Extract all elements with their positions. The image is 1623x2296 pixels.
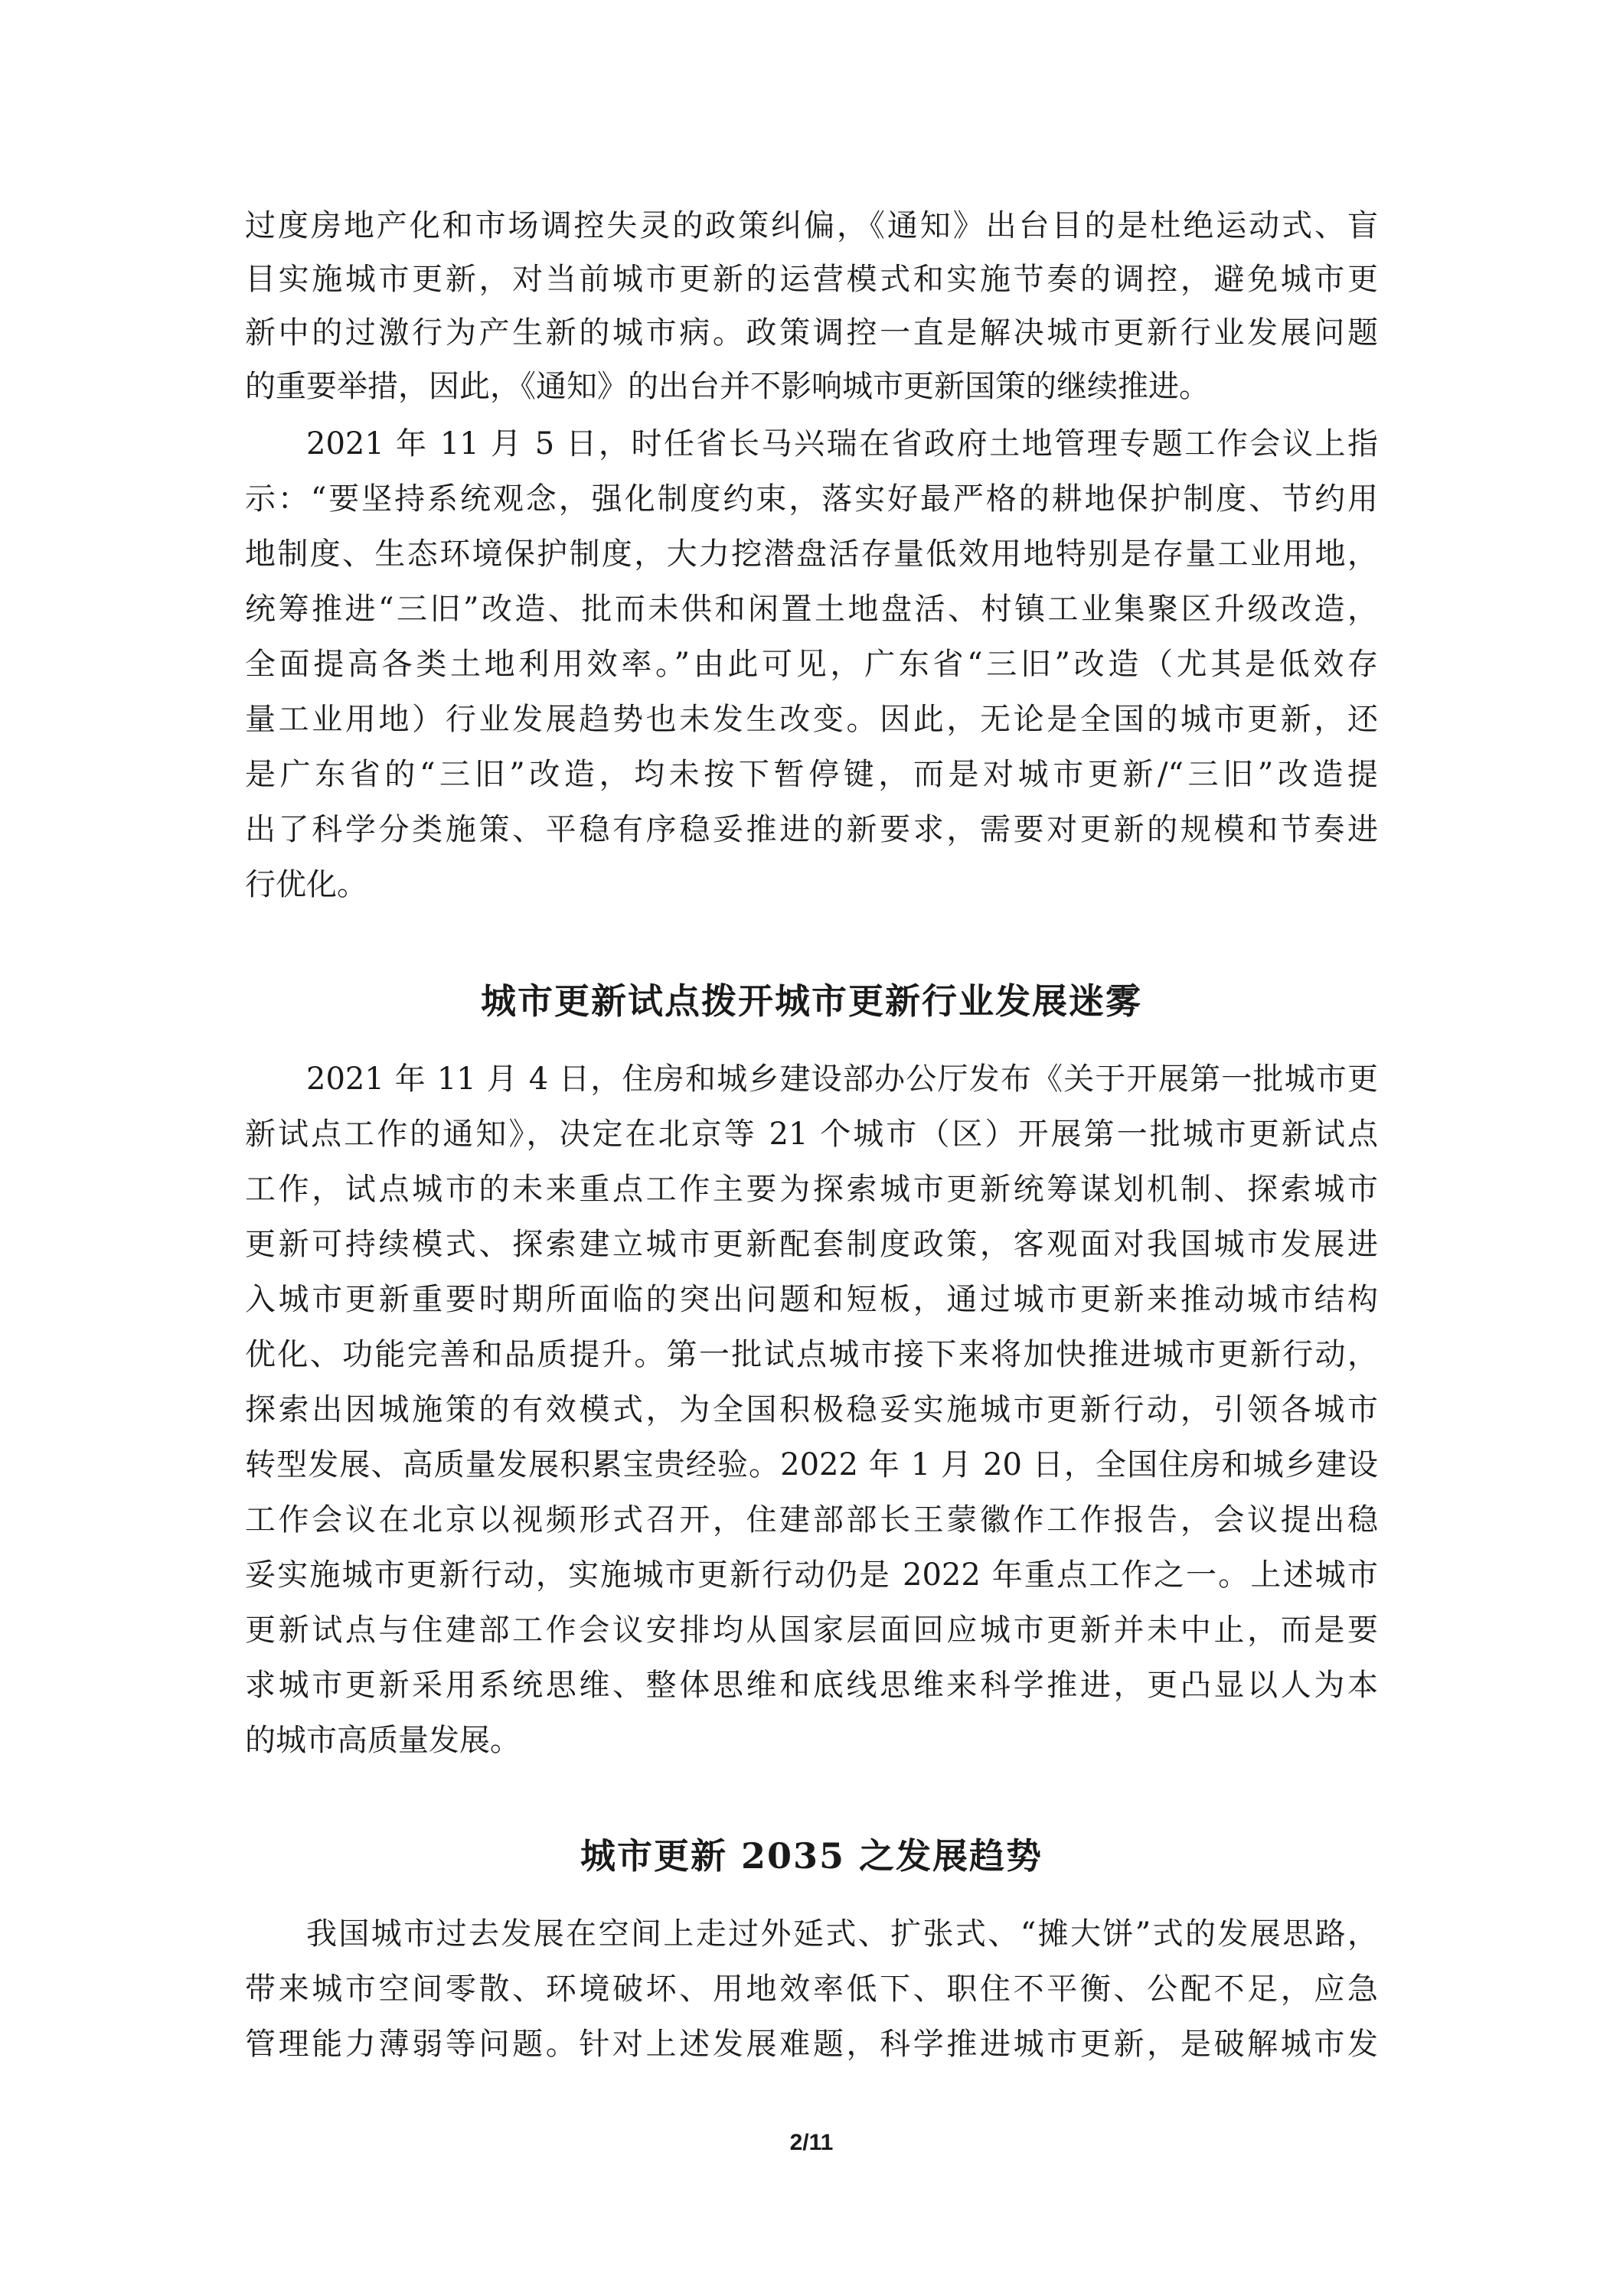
text-line: 的重要举措，因此，《通知》的出台并不影响城市更新国策的继续推进。: [245, 369, 1210, 404]
text-line: 目实施城市更新，对当前城市更新的运营模式和实施节奏的调控，避免城市更: [245, 262, 1378, 297]
text-line: 2021 年 11 月 4 日，住房和城乡建设部办公厅发布《关于开展第一批城市更: [306, 1062, 1378, 1097]
text-line: 示：“要坚持系统观念，强化制度约束，落实好最严格的耕地保护制度、节约用: [245, 481, 1378, 517]
page-number: 2/11: [789, 2130, 834, 2155]
text-line: 统筹推进“三旧”改造、批而未供和闲置土地盘活、村镇工业集聚区升级改造，: [245, 592, 1378, 627]
text-line: 管理能力薄弱等问题。针对上述发展难题，科学推进城市更新，是破解城市发: [245, 2027, 1378, 2062]
text-line: 工作会议在北京以视频形式召开，住建部部长王蒙徽作工作报告，会议提出稳: [245, 1502, 1378, 1538]
section-heading: 城市更新试点拨开城市更新行业发展迷雾: [481, 980, 1142, 1022]
text-line: 探索出因城施策的有效模式，为全国积极稳妥实施城市更新行动，引领各城市: [245, 1392, 1378, 1427]
text-line: 带来城市空间零散、环境破坏、用地效率低下、职住不平衡、公配不足，应急: [245, 1971, 1378, 2007]
text-line: 工作，试点城市的未来重点工作主要为探索城市更新统筹谋划机制、探索城市: [245, 1172, 1378, 1207]
text-line: 过度房地产化和市场调控失灵的政策纠偏，《通知》出台目的是杜绝运动式、盲: [245, 208, 1378, 243]
text-line: 地制度、生态环境保护制度，大力挖潜盘活存量低效用地特别是存量工业用地，: [245, 536, 1378, 572]
text-line: 行优化。: [245, 867, 367, 902]
text-line: 是广东省的“三旧”改造，均未按下暂停键，而是对城市更新/“三旧”改造提: [245, 757, 1378, 792]
text-line: 转型发展、高质量发展积累宝贵经验。2022 年 1 月 20 日，全国住房和城乡建设: [245, 1447, 1378, 1482]
text-line: 的城市高质量发展。: [245, 1723, 521, 1758]
text-line: 全面提高各类土地利用效率。”由此可见，广东省“三旧”改造（尤其是低效存: [245, 647, 1378, 682]
text-line: 妥实施城市更新行动，实施城市更新行动仍是 2022 年重点工作之一。上述城市: [245, 1557, 1378, 1593]
text-line: 优化、功能完善和品质提升。第一批试点城市接下来将加快推进城市更新行动，: [245, 1337, 1378, 1372]
text-line: 出了科学分类施策、平稳有序稳妥推进的新要求，需要对更新的规模和节奏进: [245, 812, 1378, 847]
text-line: 新试点工作的通知》，决定在北京等 21 个城市（区）开展第一批城市更新试点: [245, 1117, 1378, 1152]
text-line: 新中的过激行为产生新的城市病。政策调控一直是解决城市更新行业发展问题: [245, 315, 1378, 351]
text-line: 求城市更新采用系统思维、整体思维和底线思维来科学推进，更凸显以人为本: [245, 1668, 1378, 1703]
text-line: 更新试点与住建部工作会议安排均从国家层面回应城市更新并未中止，而是要: [245, 1613, 1378, 1648]
text-line: 量工业用地）行业发展趋势也未发生改变。因此，无论是全国的城市更新，还: [245, 702, 1378, 737]
text-line: 我国城市过去发展在空间上走过外延式、扩张式、“摊大饼”式的发展思路，: [306, 1916, 1378, 1952]
text-line: 入城市更新重要时期所面临的突出问题和短板，通过城市更新来推动城市结构: [245, 1282, 1378, 1317]
section-heading: 城市更新 2035 之发展趋势: [580, 1835, 1043, 1877]
text-line: 更新可持续模式、探索建立城市更新配套制度政策，客观面对我国城市发展进: [245, 1227, 1378, 1262]
text-line: 2021 年 11 月 5 日，时任省长马兴瑞在省政府土地管理专题工作会议上指: [306, 426, 1378, 461]
